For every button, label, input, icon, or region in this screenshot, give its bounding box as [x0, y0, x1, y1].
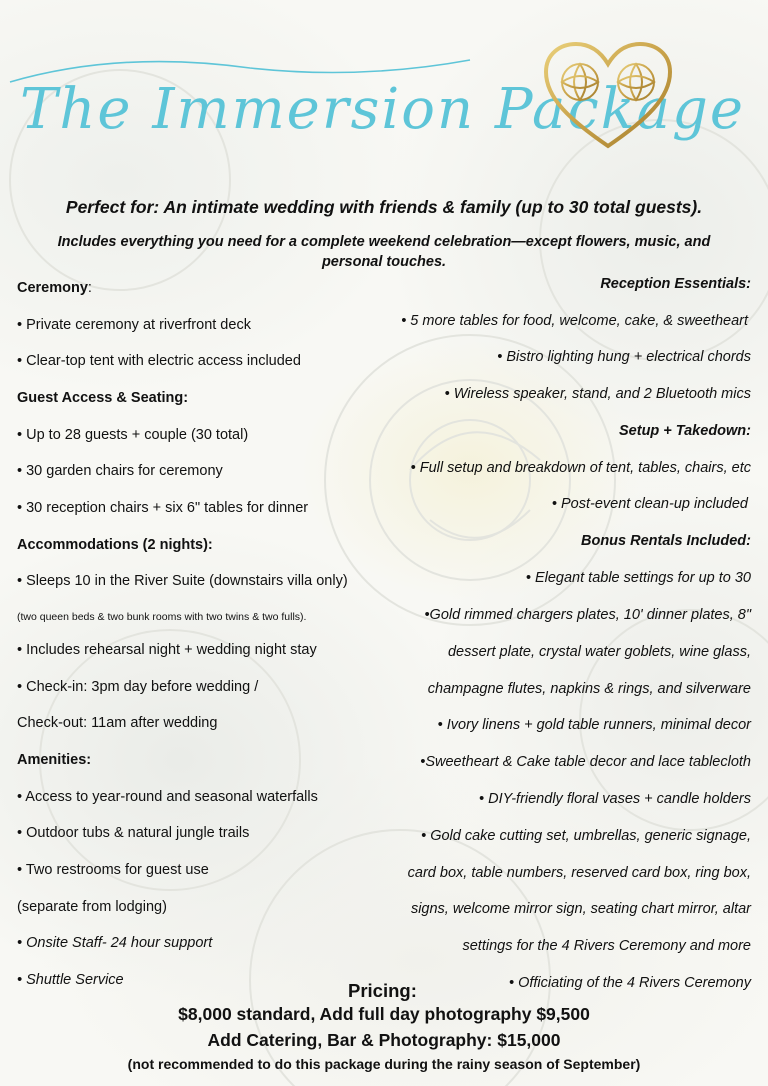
- right-item: •Gold rimmed chargers plates, 10' dinner plates, 8": [424, 607, 751, 623]
- pricing-line-2: Add Catering, Bar & Photography: $15,000: [207, 1030, 561, 1050]
- left-item: • Private ceremony at riverfront deck: [17, 317, 251, 333]
- perfect-for-line: Perfect for: An intimate wedding with friends & family (up to 30 total guests).: [65, 197, 703, 217]
- right-item: • Post-event clean-up included: [551, 496, 748, 512]
- ceremony-heading-row: [17, 280, 92, 296]
- left-item: (separate from lodging): [17, 899, 167, 915]
- reception-essentials-heading: Reception Essentials:: [600, 276, 751, 292]
- left-item: • Outdoor tubs & natural jungle trails: [17, 825, 250, 841]
- setup-takedown-heading: Setup + Takedown:: [619, 423, 751, 439]
- pricing-note: (not recommended to do this package during the rainy season of September): [127, 1056, 641, 1072]
- left-item: • Up to 28 guests + couple (30 total): [17, 427, 249, 443]
- right-item: card box, table numbers, reserved card box, ring box,: [407, 865, 751, 881]
- package-title-text: The Immersion Package: [20, 77, 746, 142]
- includes-line-2: personal touches.: [321, 254, 447, 270]
- left-item: • Two restrooms for guest use: [17, 862, 209, 878]
- left-item: • Shuttle Service: [17, 972, 124, 988]
- right-item: • 5 more tables for food, welcome, cake, & sweetheart: [401, 313, 748, 329]
- ceremony-heading-colon: :: [87, 280, 92, 296]
- right-item: settings for the 4 Rivers Ceremony and more: [462, 938, 751, 954]
- guest-access-heading: Guest Access & Seating:: [17, 390, 189, 406]
- accommodations-heading: Accommodations (2 nights):: [17, 537, 213, 553]
- left-item: Check-out: 11am after wedding: [17, 715, 218, 731]
- left-item: • Includes rehearsal night + wedding night stay: [17, 642, 317, 658]
- right-item: • Gold cake cutting set, umbrellas, generic signage,: [421, 828, 751, 844]
- right-item: • Wireless speaker, stand, and 2 Bluetooth mics: [444, 386, 751, 402]
- right-item: signs, welcome mirror sign, seating chart mirror, altar: [410, 901, 751, 917]
- left-item: • 30 garden chairs for ceremony: [17, 463, 223, 479]
- gold-heart-knot-icon: [540, 40, 676, 152]
- includes-line-1: Includes everything you need for a complete weekend celebration—except flowers, music, and: [57, 234, 711, 250]
- right-item: • Elegant table settings for up to 30: [525, 570, 751, 586]
- left-item-note: (two queen beds & two bunk rooms with two twins & two fulls).: [17, 611, 307, 623]
- right-item: •Sweetheart & Cake table decor and lace tablecloth: [420, 754, 751, 770]
- ceremony-heading: Ceremony: [17, 280, 88, 296]
- left-item: • Clear-top tent with electric access included: [17, 353, 301, 369]
- pricing-heading: Pricing:: [348, 980, 417, 1001]
- package-title: [0, 20, 746, 150]
- right-item: • Officiating of the 4 Rivers Ceremony: [508, 975, 751, 991]
- left-item: • Onsite Staff- 24 hour support: [17, 935, 213, 951]
- amenities-heading: Amenities:: [17, 752, 92, 768]
- left-item: • Sleeps 10 in the River Suite (downstairs villa only): [17, 573, 348, 589]
- bonus-rentals-heading: Bonus Rentals Included:: [581, 533, 751, 549]
- left-item: • 30 reception chairs + six 6" tables for dinner: [17, 500, 309, 516]
- right-item: dessert plate, crystal water goblets, wine glass,: [447, 644, 751, 660]
- right-item: • Bistro lighting hung + electrical chords: [497, 349, 751, 365]
- left-item: • Access to year-round and seasonal waterfalls: [17, 789, 318, 805]
- right-item: • DIY-friendly floral vases + candle holders: [479, 791, 751, 807]
- pricing-line-1: $8,000 standard, Add full day photography $9,500: [178, 1004, 590, 1024]
- right-item: • Ivory linens + gold table runners, minimal decor: [437, 717, 751, 733]
- right-item: champagne flutes, napkins & rings, and silverware: [427, 681, 751, 697]
- left-item: • Check-in: 3pm day before wedding /: [17, 679, 259, 695]
- right-item: • Full setup and breakdown of tent, tables, chairs, etc: [410, 460, 751, 476]
